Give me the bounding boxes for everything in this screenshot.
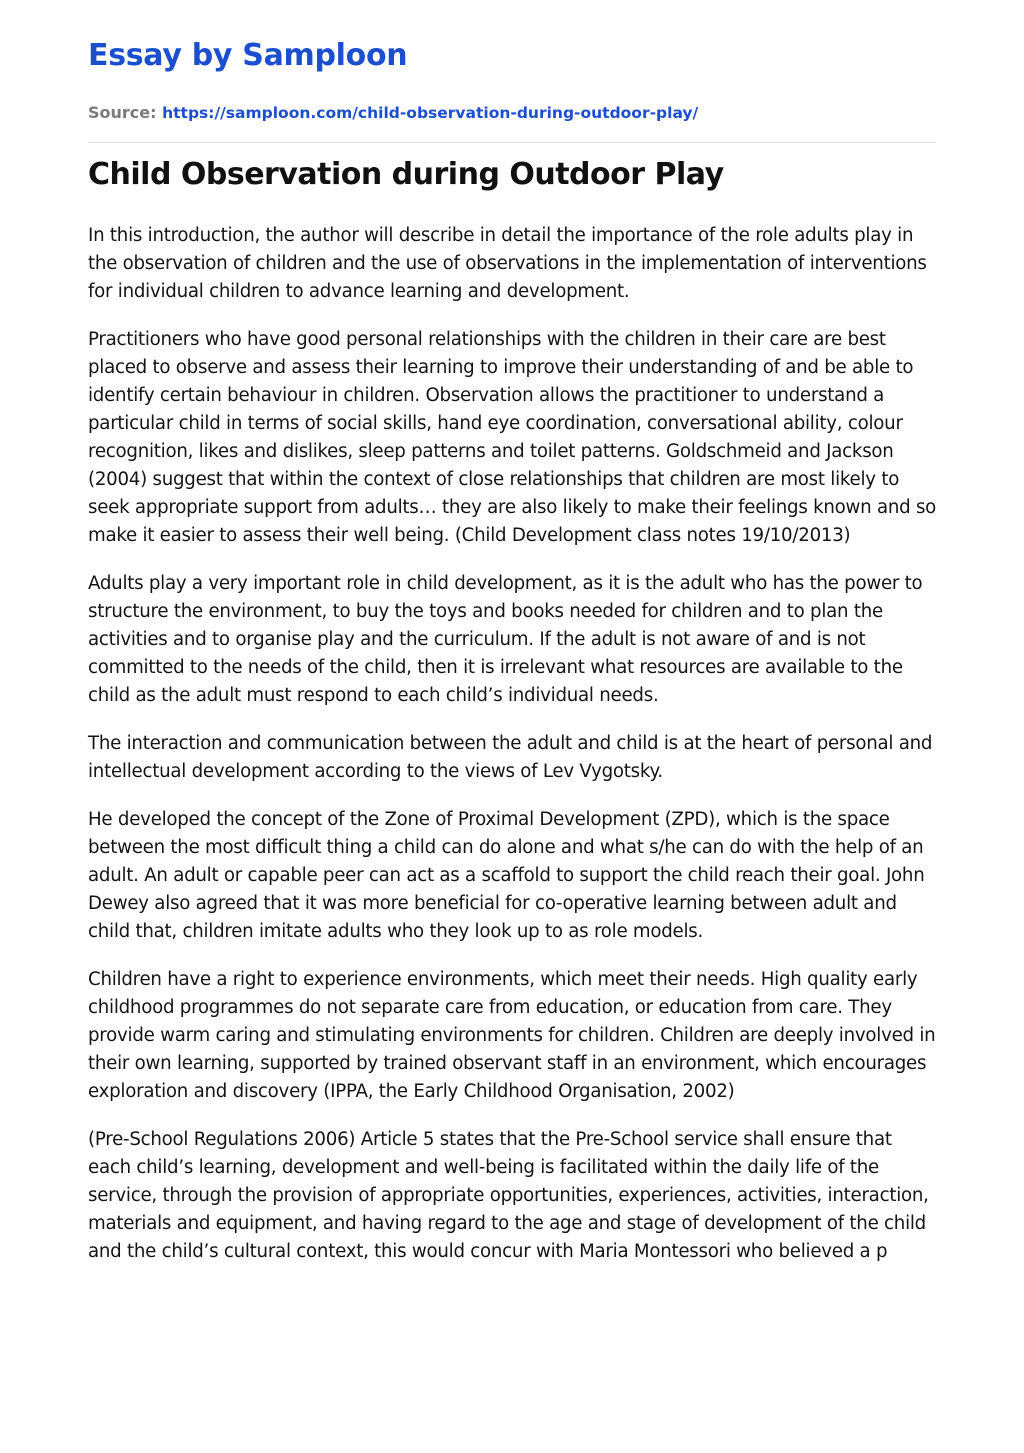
essay-paragraph: He developed the concept of the Zone of Proximal Development (ZPD), which is the space between the most difficult thing a child can do alone and what s/he can do with the help of an adult. An adult or capable peer can act as a scaffold to support the child reach their goal. John Dewey also agreed that it was more beneficial for co-operative learning between adult and child that, children imitate adults who they look up to as role models. [88,809,925,942]
source-label: Source: [88,103,163,122]
essay-paragraph: (Pre-School Regulations 2006) Article 5 states that the Pre-School service shall ensure that each child’s learning, development and well-being is facilitated within the daily life of the service, through the provision of appropriate opportunities, experiences, activities, interaction, materials and equipment, and having regard to the age and stage of development of the child and the child’s cultural context, this would concur with Maria Montessori who believed a p [88,1129,929,1262]
essay-body [88,222,938,1286]
essay-paragraph: In this introduction, the author will describe in detail the importance of the role adults play in the observation of children and the use of observations in the implementation of interventions for individual children to advance learning and development. [88,225,927,302]
essay-paragraph: Children have a right to experience environments, which meet their needs. High quality early childhood programmes do not separate care from education, or education from care. They provide warm caring and stimulating environments for children. Children are deeply involved in their own learning, supported by trained observant staff in an environment, which encourages exploration and discovery (IPPA, the Early Childhood Organisation, 2002) [88,969,936,1102]
source-link[interactable]: https://samploon.com/child-observation-during-outdoor-play/ [162,104,699,122]
site-brand: Essay by Samploon [88,38,408,73]
source-line [88,102,698,124]
essay-paragraph: Adults play a very important role in child development, as it is the adult who has the power to structure the environment, to buy the toys and books needed for children and to plan the activities and to organise play and the curriculum. If the adult is not aware of and is not committed to the needs of the child, then it is irrelevant what resources are available to the child as the adult must respond to each child’s individual needs. [88,573,923,706]
essay-title: Child Observation during Outdoor Play [88,157,724,192]
essay-paragraph: The interaction and communication between the adult and child is at the heart of personal and intellectual development according to the views of Lev Vygotsky. [88,733,933,782]
header-divider [88,142,936,143]
essay-paragraph: Practitioners who have good personal relationships with the children in their care are best placed to observe and assess their learning to improve their understanding of and be able to identify certain behaviour in children. Observation allows the practitioner to understand a particular child in terms of social skills, hand eye coordination, conversational ability, colour recognition, likes and dislikes, sleep patterns and toilet patterns. Goldschmeid and Jackson (2004) suggest that within the context of close relationships that children are most likely to seek appropriate support from adults… they are also likely to make their feelings known and so make it easier to assess their well being. (Child Development class notes 19/10/2013) [88,329,937,546]
